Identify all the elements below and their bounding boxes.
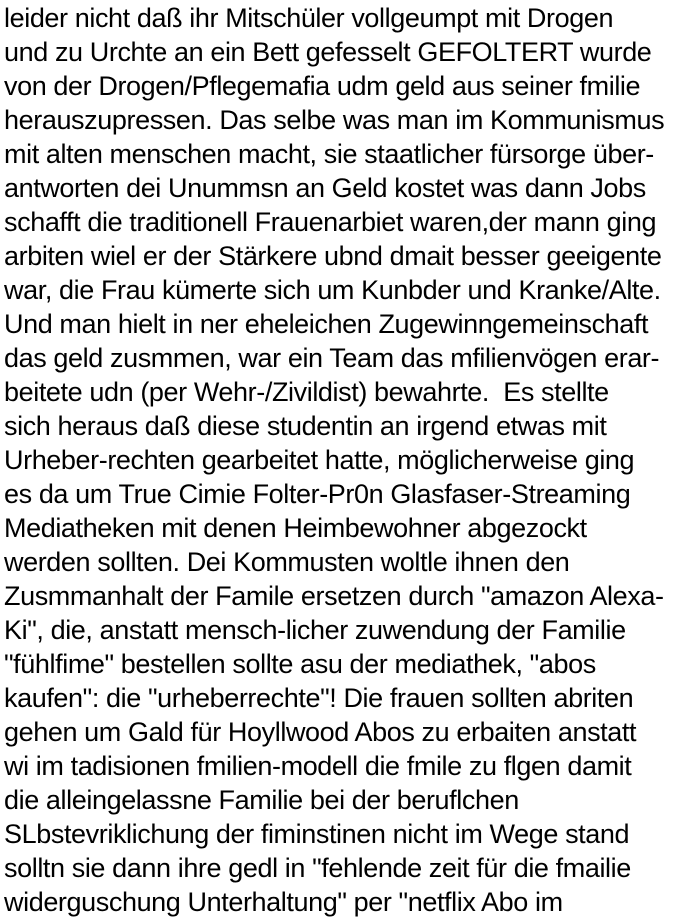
text-line: wi im tadisionen fmilien-modell die fmile zu flgen damit — [4, 751, 632, 781]
text-line: widerguschung Unterhaltung" per "netflix Abo im — [4, 887, 563, 917]
text-line: SLbstevriklichung der fiminstinen nicht im Wege stand — [4, 819, 630, 849]
text-line: "fühlfime" bestellen sollte asu der mediathek, "abos — [4, 649, 596, 679]
text-line: solltn sie dann ihre gedl in "fehlende zeit für die fmailie — [4, 853, 631, 883]
text-line: das geld zusmmen, war ein Team das mfilienvögen erar- — [4, 343, 660, 373]
text-line: werden sollten. Dei Kommusten woltle ihnen den — [4, 547, 570, 577]
text-line: kaufen": die "urheberrechte"! Die frauen sollten abriten — [4, 683, 634, 713]
text-line: herauszupressen. Das selbe was man im Kommunismus — [4, 105, 665, 135]
text-line: und zu Urchte an ein Bett gefesselt GEFOLTERT wurde — [4, 37, 652, 67]
text-line: leider nicht daß ihr Mitschüler vollgeumpt mit Drogen — [4, 3, 614, 33]
text-line: beitete udn (per Wehr-/Zivildist) bewahrte. Es stellte — [4, 377, 609, 407]
body-text-paragraph — [4, 1, 684, 919]
text-line: es da um True Cimie Folter-Pr0n Glasfaser-Streaming — [4, 479, 631, 509]
text-line: gehen um Gald für Hoyllwood Abos zu erbaiten anstatt — [4, 717, 637, 747]
text-line: die alleingelassne Familie bei der beruflchen — [4, 785, 519, 815]
text-line: Mediatheken mit denen Heimbewohner abgezockt — [4, 513, 587, 543]
text-line: Ki", die, anstatt mensch-licher zuwendung der Familie — [4, 615, 626, 645]
text-line: antworten dei Unummsn an Geld kostet was dann Jobs — [4, 173, 646, 203]
text-line: Und man hielt in ner eheleichen Zugewinngemeinschaft — [4, 309, 649, 339]
text-line: arbiten wiel er der Stärkere ubnd dmait besser geeigente — [4, 241, 662, 271]
text-line: von der Drogen/Pflegemafia udm geld aus seiner fmilie — [4, 71, 641, 101]
text-line: schafft die traditionell Frauenarbiet waren,der mann ging — [4, 207, 657, 237]
text-line: Zusmmanhalt der Famile ersetzen durch "amazon Alexa- — [4, 581, 664, 611]
text-line: sich heraus daß diese studentin an irgend etwas mit — [4, 411, 607, 441]
text-line: Urheber-rechten gearbeitet hatte, möglicherweise ging — [4, 445, 635, 475]
text-line: mit alten menschen macht, sie staatlicher fürsorge über- — [4, 139, 654, 169]
text-line: war, die Frau kümerte sich um Kunbder und Kranke/Alte. — [4, 275, 661, 305]
